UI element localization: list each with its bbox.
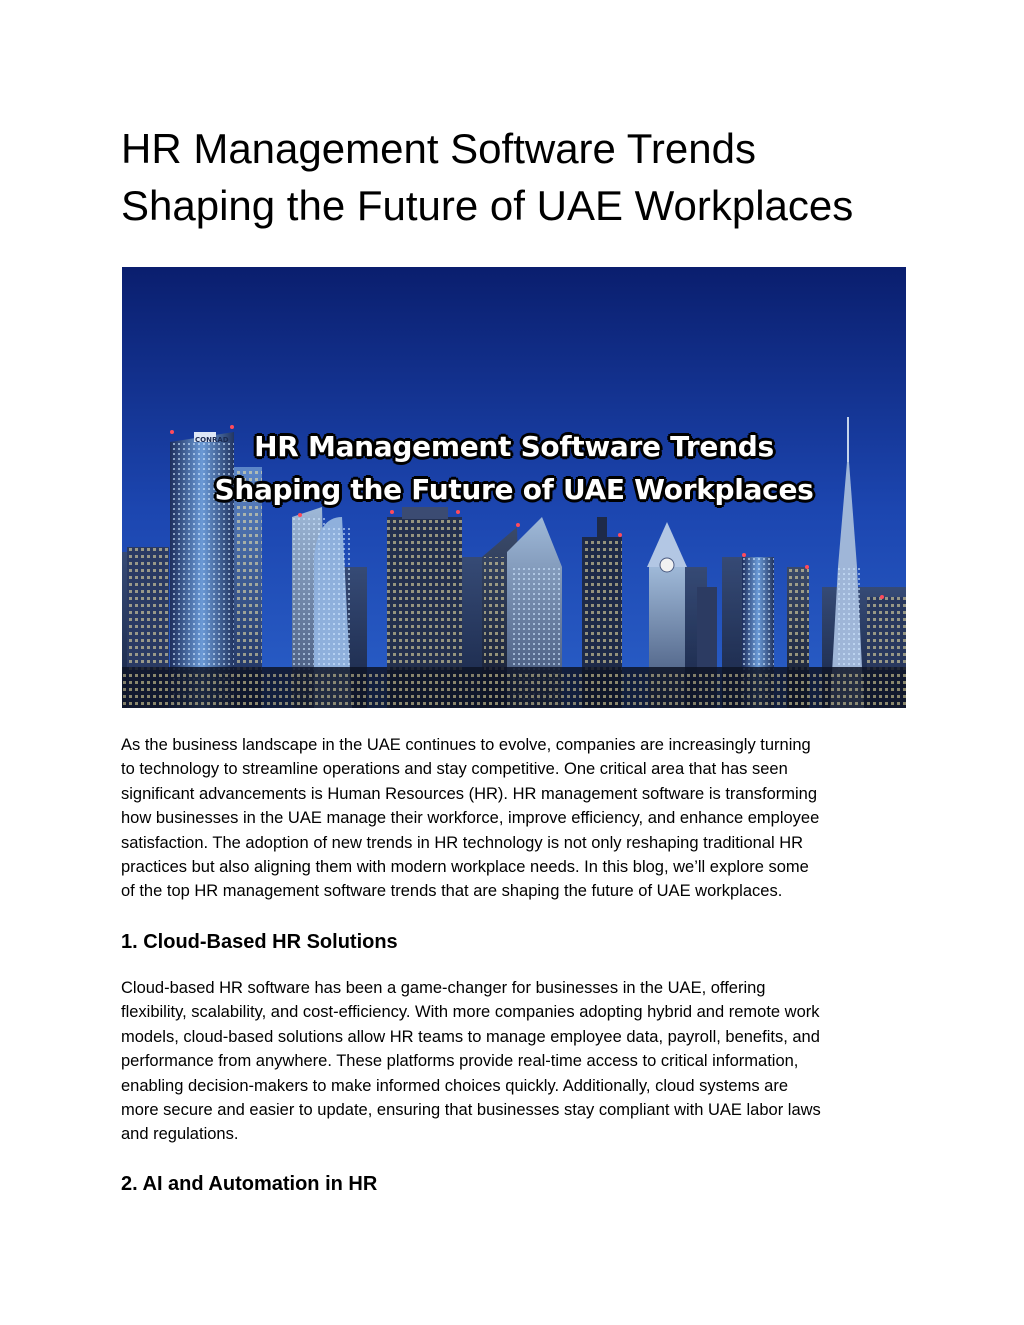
- paragraph-line: to technology to streamline operations and stay competitive. One critical area that has seen: [121, 760, 788, 779]
- hero-title-line: Shaping the Future of UAE Workplaces: [214, 473, 814, 506]
- paragraph-line: significant advancements is Human Resources (HR). HR management software is transforming: [121, 784, 818, 803]
- hero-sign-text: CONRAD: [195, 436, 229, 444]
- paragraph-line: flexibility, scalability, and cost-efficiency. With more companies adopting hybrid and remote work: [121, 1003, 820, 1022]
- paragraph-line: enabling decision-makers to make informed choices quickly. Additionally, cloud systems are: [121, 1076, 789, 1095]
- document-title: [121, 120, 921, 234]
- intro-paragraph: [121, 733, 911, 904]
- paragraph-line: practices but also aligning them with modern workplace needs. In this blog, we’ll explore some: [121, 858, 809, 877]
- paragraph-line: and regulations.: [121, 1125, 239, 1144]
- paragraph-line: performance from anywhere. These platforms provide real-time access to critical information,: [121, 1052, 799, 1071]
- paragraph-line: more secure and easier to update, ensuring that businesses stay compliant with UAE labor laws: [121, 1101, 821, 1120]
- paragraph-line: satisfaction. The adoption of new trends in HR technology is not only reshaping traditional HR: [121, 833, 804, 852]
- section-paragraph-cloud-hr: [121, 976, 911, 1147]
- paragraph-line: As the business landscape in the UAE continues to evolve, companies are increasingly turning: [121, 736, 811, 754]
- hero-title-line: HR Management Software Trends: [254, 430, 774, 463]
- paragraph-line: how businesses in the UAE manage their workforce, improve efficiency, and enhance employee: [121, 809, 820, 828]
- section-heading-ai-automation: 2. AI and Automation in HR: [121, 1173, 378, 1195]
- paragraph-line: models, cloud-based solutions allow HR teams to manage employee data, payroll, benefits, and: [121, 1027, 820, 1046]
- document-title-line: HR Management Software Trends: [121, 125, 756, 172]
- paragraph-line: of the top HR management software trends that are shaping the future of UAE workplaces.: [121, 882, 783, 901]
- section-heading-cloud-hr: 1. Cloud-Based HR Solutions: [121, 931, 398, 953]
- document-title-line: Shaping the Future of UAE Workplaces: [121, 182, 854, 229]
- paragraph-line: Cloud-based HR software has been a game-changer for businesses in the UAE, offering: [121, 979, 766, 997]
- hero-image: [122, 267, 906, 708]
